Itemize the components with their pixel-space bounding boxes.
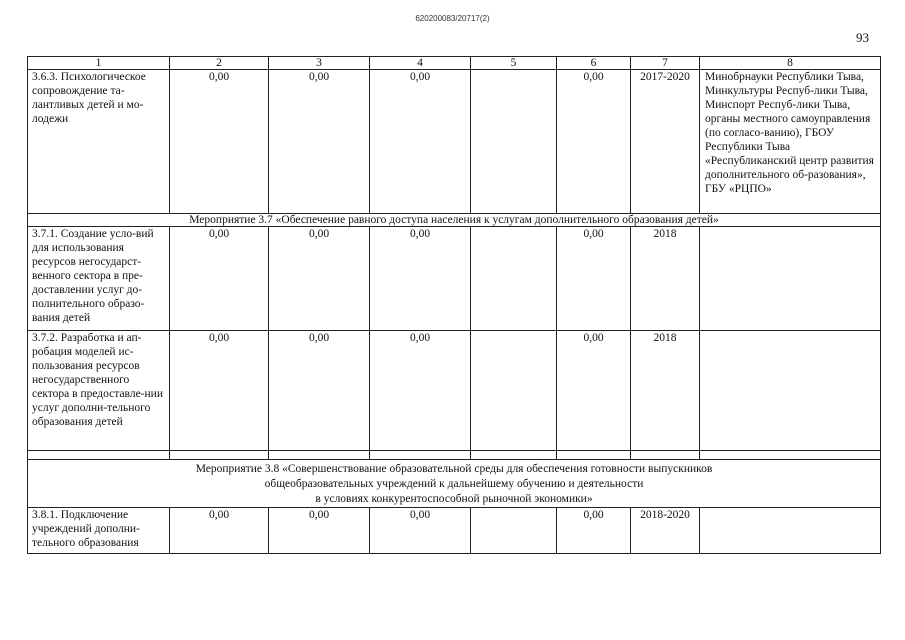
value-cell: 0,00 bbox=[170, 508, 269, 554]
value-cell: 0,00 bbox=[170, 70, 269, 214]
item-name: 3.7.1. Создание усло-вий для использования ресурсов негосударст-венного сектора в пре-доставлении услуг до-полнительного образо-вания детей bbox=[28, 227, 170, 331]
column-header: 2 bbox=[170, 57, 269, 70]
column-header: 5 bbox=[471, 57, 557, 70]
column-header: 7 bbox=[631, 57, 700, 70]
table-row bbox=[28, 331, 881, 451]
value-cell bbox=[471, 70, 557, 214]
empty-cell bbox=[557, 451, 631, 460]
value-cell: 0,00 bbox=[557, 508, 631, 554]
value-cell: 0,00 bbox=[269, 227, 370, 331]
responsible-cell bbox=[700, 227, 881, 331]
section-heading-line: Мероприятие 3.8 «Совершенствование образовательной среды для обеспечения готовности выпускников bbox=[195, 463, 713, 475]
section-heading-line: в условиях конкурентоспособной рыночной экономики» bbox=[315, 493, 593, 505]
value-cell: 0,00 bbox=[370, 508, 471, 554]
value-cell bbox=[471, 331, 557, 451]
value-cell: 0,00 bbox=[370, 227, 471, 331]
item-name: 3.8.1. Подключение учреждений дополни-тельного образования bbox=[28, 508, 170, 554]
column-header: 1 bbox=[28, 57, 170, 70]
value-cell: 0,00 bbox=[269, 508, 370, 554]
table-row bbox=[28, 227, 881, 331]
column-header-row bbox=[28, 57, 881, 70]
empty-cell bbox=[471, 451, 557, 460]
empty-cell bbox=[631, 451, 700, 460]
page-number: 93 bbox=[856, 30, 869, 45]
section-row bbox=[28, 214, 881, 227]
table-row bbox=[28, 70, 881, 214]
value-cell: 0,00 bbox=[370, 70, 471, 214]
spacer-row bbox=[28, 451, 881, 460]
responsible-cell bbox=[700, 331, 881, 451]
section-heading: Мероприятие 3.7 «Обеспечение равного доступа населения к услугам дополнительного образования детей» bbox=[28, 214, 881, 227]
value-cell: 0,00 bbox=[557, 70, 631, 214]
value-cell: 0,00 bbox=[557, 227, 631, 331]
responsible-cell bbox=[700, 508, 881, 554]
program-table bbox=[27, 56, 881, 554]
value-cell: 0,00 bbox=[370, 331, 471, 451]
column-header: 8 bbox=[700, 57, 881, 70]
responsible-cell: Минобрнауки Республики Тыва, Минкультуры Респуб-лики Тыва, Минспорт Респуб-лики Тыва, органы местного самоуправления (по согласо-ванию), ГБОУ Республики Тыва «Республиканский центр развития дополнительного об-разования», ГБУ «РЦПО» bbox=[700, 70, 881, 214]
item-name: 3.6.3. Психологическое сопровождение та-лантливых детей и мо-лодежи bbox=[28, 70, 170, 214]
column-header: 6 bbox=[557, 57, 631, 70]
period-cell: 2018 bbox=[631, 227, 700, 331]
value-cell: 0,00 bbox=[170, 331, 269, 451]
section-heading bbox=[28, 460, 881, 508]
empty-cell bbox=[370, 451, 471, 460]
section-heading-line: общеобразовательных учреждений к дальнейшему обучению и деятельности bbox=[264, 478, 644, 490]
section-row bbox=[28, 460, 881, 508]
period-cell: 2018-2020 bbox=[631, 508, 700, 554]
column-header: 4 bbox=[370, 57, 471, 70]
value-cell bbox=[471, 508, 557, 554]
column-header: 3 bbox=[269, 57, 370, 70]
table-row bbox=[28, 508, 881, 554]
document-id: 620200083/20717(2) bbox=[415, 14, 490, 23]
value-cell: 0,00 bbox=[557, 331, 631, 451]
value-cell: 0,00 bbox=[269, 331, 370, 451]
value-cell: 0,00 bbox=[269, 70, 370, 214]
empty-cell bbox=[700, 451, 881, 460]
value-cell bbox=[471, 227, 557, 331]
period-cell: 2017-2020 bbox=[631, 70, 700, 214]
value-cell: 0,00 bbox=[170, 227, 269, 331]
empty-cell bbox=[28, 451, 170, 460]
empty-cell bbox=[170, 451, 269, 460]
period-cell: 2018 bbox=[631, 331, 700, 451]
item-name: 3.7.2. Разработка и ап-робация моделей ис-пользования ресурсов негосударственного сектора в предоставле-нии услуг дополни-тельного образования детей bbox=[28, 331, 170, 451]
empty-cell bbox=[269, 451, 370, 460]
